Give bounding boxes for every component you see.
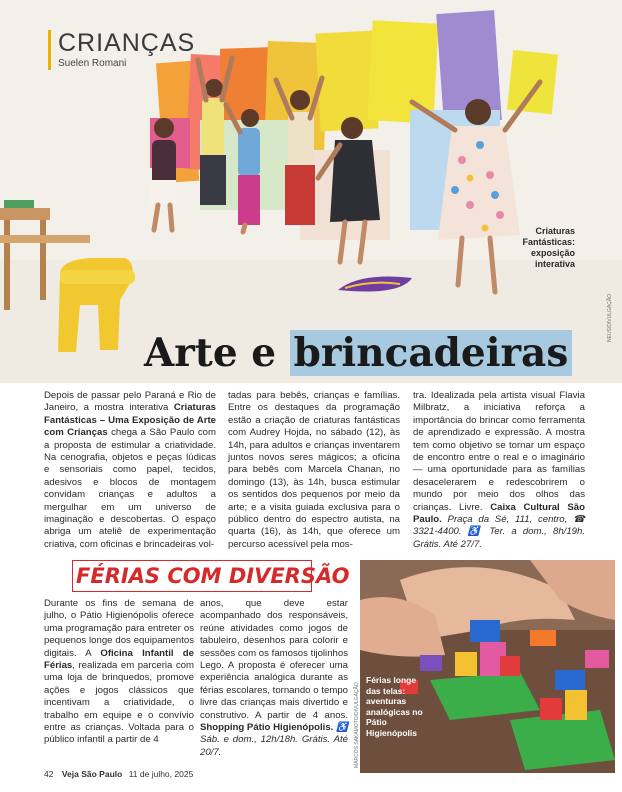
sub-article-column-1 xyxy=(44,598,194,747)
article-col1-text-1: Depois de passar pelo Paraná e Rio de Janeiro, a mostra interativa xyxy=(44,390,216,414)
exhibition-name: Criaturas Fantásticas – Uma Exposição de Arte com Crianças xyxy=(44,402,216,439)
sub-col2-text-1: anos, que deve estar acompanhado dos responsáveis, reúne atividades como jogos de tabuleiro, desenhos para colorir e sessões com os famosos tijolinhos Lego. A proposta é oferecer uma experiência analógica durante as férias escolares, tornando o tempo livre das crianças mais divertido e construtivo. A partir de 4 anos. xyxy=(200,598,348,721)
sub-article-title: FÉRIAS COM DIVERSÃO xyxy=(76,564,350,588)
article-col2-text-1: tadas para bebês, crianças e famílias. Entre os destaques da programação estão a criação de criaturas fantásticas com Audrey Hojda, no sábado (12), às 14h, para adultos e crianças inventarem juntos novos seres mágicos; a oficina para bebês com Marcela Chanan, no domingo (13), às 14h, busca estimular os sentidos dos pequenos por meio da arte; e a visita guiada exclusiva para o público dentro do espectro autista, na quarta (16), às 14h, que oferece um percurso acessível pela mos- xyxy=(228,390,400,550)
section-header xyxy=(48,30,195,70)
lego-photo-credit: MARCOS SAKAMOTO/DIVULGAÇÃO xyxy=(354,682,360,768)
shopping-name: Shopping Pátio Higienópolis. xyxy=(200,722,334,734)
venue-details: Praça da Sé, 111, centro, ☎ 3321-4400. ♿ Ter. a dom., 8h/19h. Grátis. Até 27/7. xyxy=(413,514,585,550)
page-footer xyxy=(44,769,193,779)
hero-photo-credit: NEUS/DIVULGAÇÃO xyxy=(607,293,613,342)
page-number: 42 xyxy=(44,769,54,779)
section-author: Suelen Romani xyxy=(58,58,127,69)
sub-article-title-box xyxy=(72,560,350,592)
magazine-name: Veja São Paulo xyxy=(61,769,123,779)
sub-col1-text-1: Durante os fins de semana de julho, o Pátio Higienópolis oferece uma programação para entreter os pequenos longe dos equipamentos digitais. A xyxy=(44,598,194,659)
headline-part-1: Arte e xyxy=(144,330,277,376)
article-col1-text-2: chega a São Paulo com a proposta de estimular a criatividade. Na cenografia, objetos e peças lúdicas e sensoriais como papel, tecidos, adesivos e blocos de montagem convidam crianças e adultos a mergulhar em um universo de imaginação e descobertas. O espaço abriga um ateliê de experimentação criativa, com oficinas e brincadeiras vol- xyxy=(44,427,216,550)
article-column-1 xyxy=(44,390,216,551)
lego-photo xyxy=(360,560,615,773)
venue-name: Caixa Cultural São Paulo. xyxy=(413,501,585,526)
shopping-details: ♿ Sáb. e dom., 12h/18h. Grátis. Até 20/7. xyxy=(200,722,348,758)
article-col3-text-1: tra. Idealizada pela artista visual Flavia Milbratz, a iniciativa reforça a importância do brincar como ferramenta de aprendizado e expressão. A mostra tem como objetivo se tornar um espaço de encontro entre o real e o imaginário — uma oportunidade para as famílias desacelerarem e redescobrirem o mundo por meio dos olhos das crianças. Livre. xyxy=(413,390,585,513)
issue-date: 11 de julho, 2025 xyxy=(128,769,194,779)
article-column-3 xyxy=(413,390,585,551)
lego-photo-caption: Férias longe das telas: aventuras analógicas no Pátio Higienópolis xyxy=(366,675,423,738)
sub-article-column-2 xyxy=(200,598,348,759)
workshop-name: Oficina Infantil de Férias xyxy=(44,647,194,672)
article-column-2 xyxy=(228,390,400,551)
headline xyxy=(144,331,572,375)
section-title: CRIANÇAS xyxy=(58,29,196,57)
lego-photo-illustration xyxy=(360,560,615,773)
hero-photo-caption: Criaturas Fantásticas: exposição interativa xyxy=(522,226,575,269)
sub-col1-text-2: , realizada em parceria com uma loja de brinquedos, promove ações e jogos clássicos que incentivam a criatividade, o trabalho em equipe e o convívio entre as crianças. Voltada para o público infantil a partir de 4 xyxy=(44,660,194,746)
headline-part-2: brincadeiras xyxy=(290,330,573,376)
